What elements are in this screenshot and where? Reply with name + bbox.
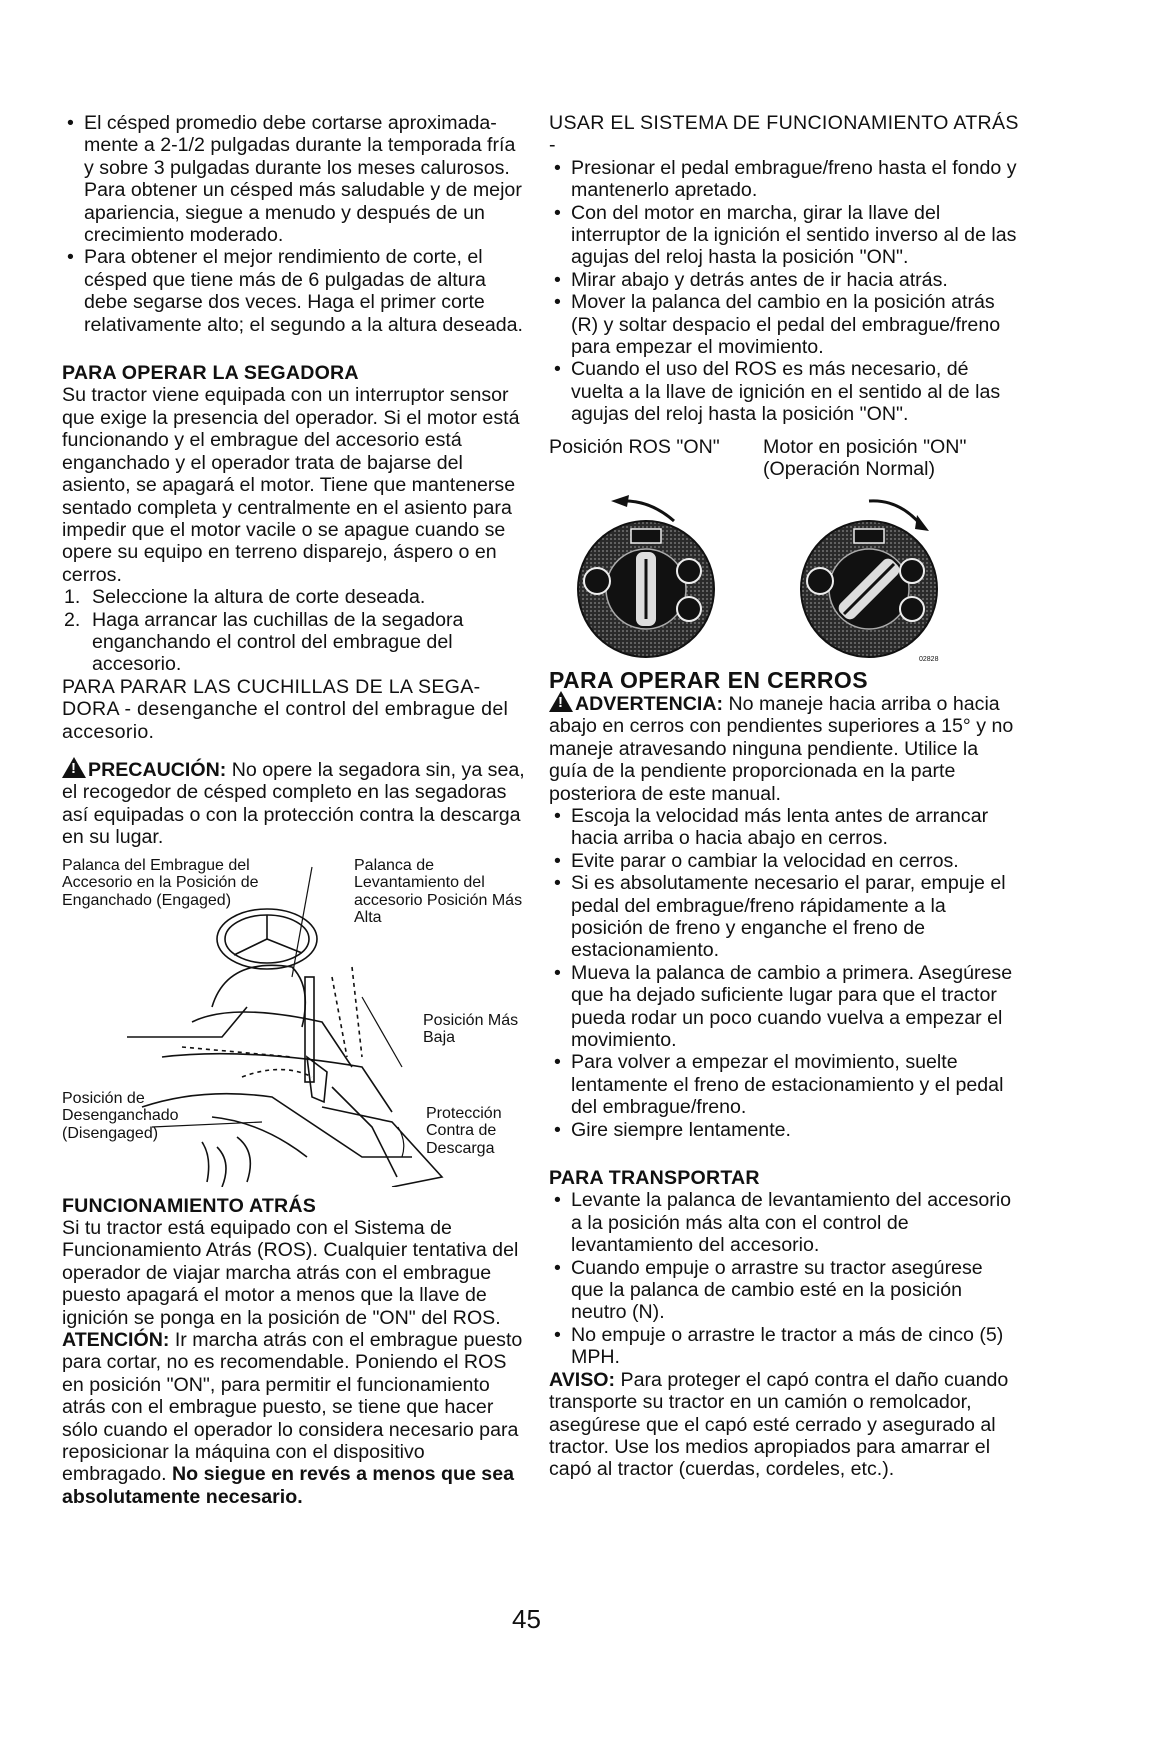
- switch-ros-on-icon: [578, 495, 714, 657]
- list-item: • Levante la palanca de levantamiento del accesorio a la posición más alta con el control de levantamiento del accesorio.: [549, 1189, 1019, 1256]
- list-item: • El césped promedio debe cortarse aproximadamente a 2-1/2 pulgadas durante la temporada fría y sobre 3 pulgadas durante los meses calurosos. Para obtener un césped más saludable y de mejor apariencia, siegue a menudo y después de un crecimiento moderado.: [62, 112, 527, 246]
- step-number: 2.: [64, 608, 81, 631]
- section-heading-funcionamiento: FUNCIONAMIENTO ATRÁS: [62, 1194, 316, 1217]
- precaucion-label: PRECAUCIÓN:: [88, 758, 227, 781]
- label-lowest-position: Posición Más Baja: [423, 1011, 519, 1047]
- label-engaged: Palanca del Embrague del Accesorio en la Posición de Enganchado (Engaged): [62, 856, 259, 909]
- atencion-paragraph: [62, 1329, 527, 1508]
- figure-code: 02828: [919, 655, 939, 663]
- usar-bullets: [549, 157, 1019, 426]
- precaucion-text: No opere la segadora sin, ya sea, el recogedor de césped completo en las segadoras así equipadas o con la protección contra la descarga en su lugar.: [62, 758, 525, 849]
- list-item: [62, 586, 527, 608]
- left-column: [62, 112, 527, 1508]
- funcionamiento-body: Si tu tractor está equipado con el Sistema de Funcionamiento Atrás (ROS). Cualquier tentativa del operador de viajar marcha atrás con el embrague puesto apagará el motor a menos que la llave de ignición se ponga en la posición de "ON" del ROS.: [62, 1217, 519, 1329]
- list-item: • Para obtener el mejor rendimiento de corte, el césped que tiene más de 6 pulgadas de altura debe segarse dos veces. Haga el primer corte relativamente alto; el segundo a la altura deseada.: [62, 246, 527, 336]
- label-discharge-guard: Protección Contra de Descarga: [426, 1104, 502, 1157]
- ros-on-label: Posición ROS "ON": [549, 435, 720, 458]
- advertencia-paragraph: [549, 691, 1019, 805]
- mower-figure: [62, 857, 527, 1187]
- warning-icon: [549, 691, 573, 712]
- step-text: Haga arrancar las cuchillas de la segadora enganchando el control del embrague del accesorio.: [92, 608, 464, 676]
- section-heading-cerros: PARA OPERAR EN CERROS: [549, 666, 868, 693]
- label-disengaged: Posición de Desenganchado (Disengaged): [62, 1089, 179, 1142]
- atencion-bold-text: No siegue en revés a menos que sea absolutamente necesario.: [62, 1463, 514, 1508]
- advertencia-label: ADVERTENCIA:: [575, 692, 724, 715]
- list-item: • Mover la palanca del cambio en la posición atrás (R) y soltar despacio el pedal del embrague/freno para empezar el movimiento.: [549, 291, 1019, 358]
- list-item: • Mueva la palanca de cambio a primera. Asegúrese que ha dejado suficiente lugar para que el tractor pueda rodar un poco cuando vuelva a empezar el movimiento.: [549, 962, 1019, 1052]
- list-item: • Con del motor en marcha, girar la llave del interruptor de la ignición el sentido inverso al de las agujas del reloj hasta la posición "ON".: [549, 202, 1019, 269]
- list-item: • Cuando empuje o arrastre su tractor asegúrese que la palanca de cambio esté en la posición neutro (N).: [549, 1257, 1019, 1324]
- right-column: [549, 112, 1019, 1481]
- list-item: [62, 609, 527, 676]
- intro-bullets: [62, 112, 527, 336]
- atencion-text: Ir marcha atrás con el embrague puesto para cortar, no es recomendable. Poniendo el ROS en posición "ON", para permitir el funcionamiento atrás con el embrague puesto, se tiene que hacer sólo cuando el operador lo considera necesario para reposicionar la máquina con el dispositivo embragado.: [62, 1329, 523, 1486]
- section-heading-transportar: PARA TRANSPORTAR: [549, 1167, 760, 1190]
- ignition-switch-figure: [549, 489, 1019, 661]
- steps-list: [62, 586, 527, 676]
- warning-icon: [62, 757, 86, 778]
- list-item: • Si es absolutamente necesario el parar, empuje el pedal del embrague/freno rápidamente a la posición de freno y enganche el freno de estacionamiento.: [549, 872, 1019, 962]
- step-text: Seleccione la altura de corte deseada.: [92, 586, 426, 609]
- parar-paragraph: PARA PARAR LAS CUCHILLAS DE LA SEGADORA - desenganche el control del embrague del accesorio.: [62, 675, 509, 743]
- list-item: • No empuje o arrastre le tractor a más de cinco (5) MPH.: [549, 1324, 1019, 1369]
- switch-motor-on-icon: [801, 500, 937, 656]
- ros-labels-row: [549, 436, 1019, 481]
- precaucion-paragraph: [62, 757, 527, 849]
- advertencia-text: No maneje hacia arriba o hacia abajo en cerros con pendientes superiores a 15° y no maneje atravesando ninguna pendiente. Utilice la guía de la pendiente proporcionada en la parte posteriora de este manual.: [549, 692, 1014, 805]
- aviso-paragraph: [549, 1369, 1019, 1481]
- list-item: • Escoja la velocidad más lenta antes de arrancar hacia arriba o hacia abajo en cerros.: [549, 805, 1019, 850]
- operar-body: Su tractor viene equipada con un interruptor sensor que exige la presencia del operador. Si el motor está funcionando y el embrague del accesorio está enganchado y el operador trata de bajarse del asiento, se apagará el motor. Tiene que mantenerse sentado completa y centralmente en el asiento para impedir que el motor vacile o se apague cuando se opere su equipo en terreno disparejo, áspero o en cerros.: [62, 384, 520, 586]
- list-item: • Presionar el pedal embrague/freno hasta el fondo y mantenerlo apretado.: [549, 157, 1019, 202]
- aviso-label: AVISO:: [549, 1368, 616, 1391]
- page-number: 45: [512, 1604, 541, 1634]
- section-heading-operar: PARA OPERAR LA SEGADORA: [62, 362, 359, 385]
- list-item: • Mirar abajo y detrás antes de ir hacia atrás.: [549, 269, 1019, 291]
- label-lift-lever: Palanca de Levantamiento del accesorio Posición Más Alta: [354, 856, 523, 927]
- usar-heading: USAR EL SISTEMA DE FUNCIONAMIENTO ATRÁS -: [549, 112, 1019, 157]
- cerros-bullets: [549, 805, 1019, 1141]
- list-item: • Gire siempre lentamente.: [549, 1119, 1019, 1141]
- step-number: 1.: [64, 586, 81, 609]
- ignition-switch-illustration: [549, 489, 1019, 661]
- aviso-text: Para proteger el capó contra el daño cuando transporte su tractor en un camión o remolcador, asegúrese que el capó esté cerrado y asegurado al tractor. Use los medios apropiados para amarrar el capó al tractor (cuerdas, cordeles, etc.).: [549, 1368, 1009, 1481]
- list-item: • Para volver a empezar el movimiento, suelte lentamente el freno de estacionamiento y el pedal del embrague/freno.: [549, 1051, 1019, 1118]
- transportar-bullets: [549, 1189, 1019, 1368]
- motor-on-label: Motor en posición "ON" (Operación Normal): [763, 435, 967, 481]
- list-item: • Evite parar o cambiar la velocidad en cerros.: [549, 850, 1019, 872]
- list-item: • Cuando el uso del ROS es más necesario, dé vuelta a la llave de ignición en el sentido al de las agujas del reloj hasta la posición "ON".: [549, 358, 1019, 425]
- atencion-label: ATENCIÓN:: [62, 1329, 170, 1352]
